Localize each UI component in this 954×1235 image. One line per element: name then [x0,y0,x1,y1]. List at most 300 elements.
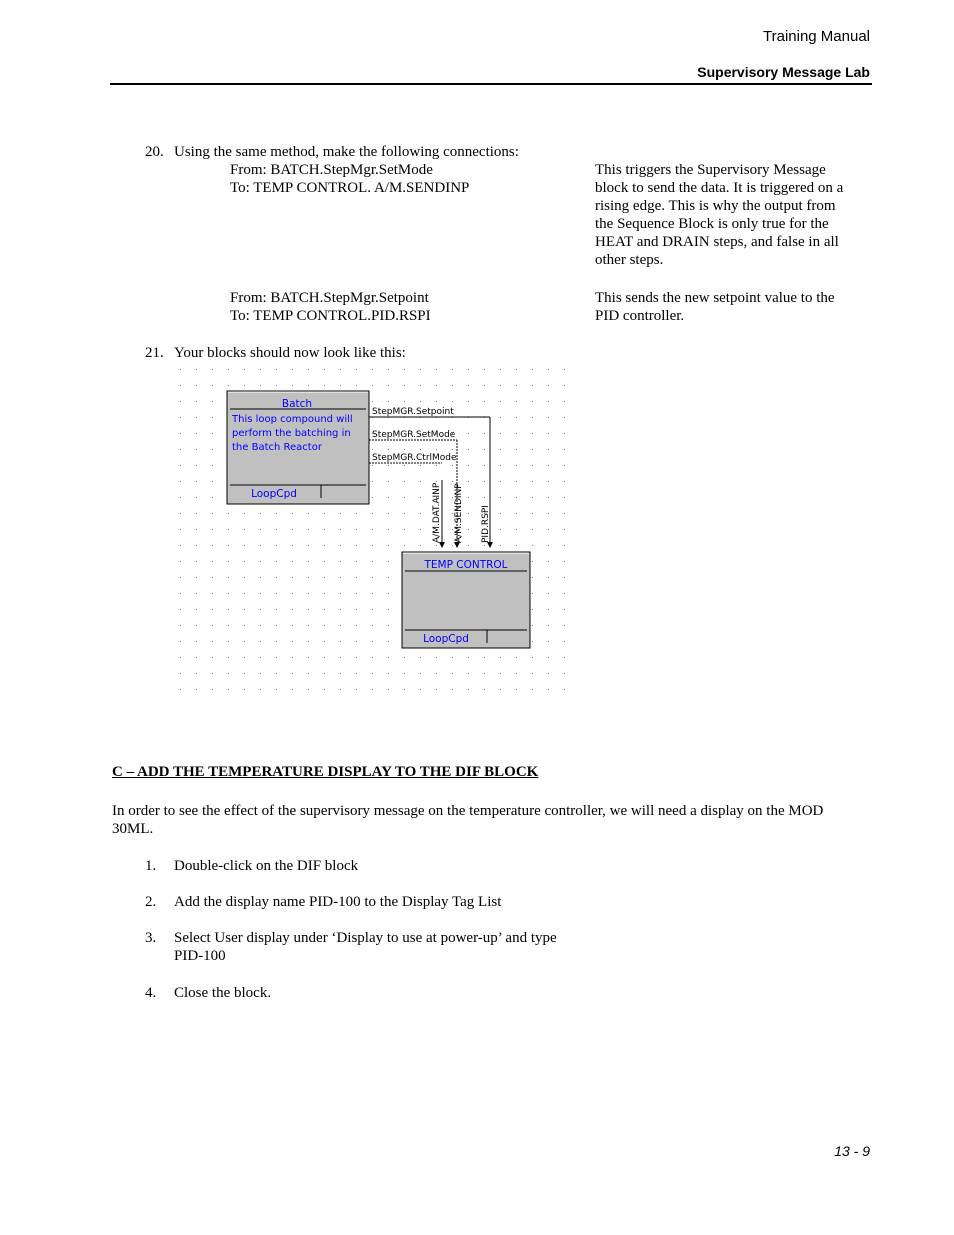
grid-dot [180,401,181,402]
grid-dot [404,449,405,450]
grid-dot [468,545,469,546]
grid-dot [500,529,501,530]
grid-dot [532,433,533,434]
grid-dot [372,657,373,658]
grid-dot [420,689,421,690]
grid-dot [420,449,421,450]
grid-dot [516,497,517,498]
grid-dot [180,449,181,450]
grid-dot [564,689,565,690]
grid-dot [340,625,341,626]
grid-dot [228,593,229,594]
grid-dot [420,369,421,370]
grid-dot [548,593,549,594]
grid-dot [196,449,197,450]
grid-dot [436,465,437,466]
grid-dot [196,593,197,594]
grid-dot [388,625,389,626]
grid-dot [564,369,565,370]
grid-dot [196,545,197,546]
grid-dot [196,497,197,498]
grid-dot [212,593,213,594]
grid-dot [180,529,181,530]
header-title: Training Manual [763,28,870,45]
note-1-line: rising edge. This is why the output from [595,198,836,214]
grid-dot [516,385,517,386]
grid-dot [548,689,549,690]
grid-dot [356,609,357,610]
grid-dot [516,529,517,530]
grid-dot [196,689,197,690]
grid-dot [196,657,197,658]
grid-dot [276,641,277,642]
grid-dot [276,673,277,674]
grid-dot [388,561,389,562]
note-1-line: This triggers the Supervisory Message [595,162,826,178]
grid-dot [548,401,549,402]
grid-dot [388,369,389,370]
grid-dot [372,497,373,498]
grid-dot [420,529,421,530]
grid-dot [292,689,293,690]
grid-dot [180,481,181,482]
grid-dot [244,513,245,514]
grid-dot [212,625,213,626]
grid-dot [452,657,453,658]
grid-dot [500,657,501,658]
grid-dot [308,513,309,514]
grid-dot [180,433,181,434]
grid-dot [324,673,325,674]
grid-dot [532,529,533,530]
grid-dot [324,593,325,594]
grid-dot [500,481,501,482]
grid-dot [308,369,309,370]
grid-dot [388,657,389,658]
grid-dot [516,417,517,418]
grid-dot [196,529,197,530]
grid-dot [548,625,549,626]
grid-dot [180,609,181,610]
grid-dot [500,385,501,386]
grid-dot [372,561,373,562]
grid-dot [340,609,341,610]
grid-dot [324,689,325,690]
batch-block-title: Batch [281,398,313,410]
grid-dot [564,609,565,610]
grid-dot [196,401,197,402]
grid-dot [212,497,213,498]
grid-dot [260,561,261,562]
grid-dot [276,625,277,626]
step-21-text: Your blocks should now look like this: [174,345,406,361]
grid-dot [564,529,565,530]
grid-dot [340,577,341,578]
grid-dot [404,465,405,466]
grid-dot [564,593,565,594]
grid-dot [372,689,373,690]
grid-dot [500,673,501,674]
grid-dot [260,577,261,578]
grid-dot [356,529,357,530]
grid-dot [484,433,485,434]
temp-control-block[interactable] [402,552,530,648]
step-number: 1. [145,858,157,874]
grid-dot [388,545,389,546]
grid-dot [564,641,565,642]
grid-dot [564,625,565,626]
grid-dot [516,465,517,466]
grid-dot [516,481,517,482]
grid-dot [548,417,549,418]
grid-dot [388,465,389,466]
grid-dot [260,593,261,594]
grid-dot [516,673,517,674]
header-rule [110,83,872,85]
grid-dot [260,641,261,642]
grid-dot [436,545,437,546]
grid-dot [372,641,373,642]
grid-dot [356,561,357,562]
temp-control-block-footer: LoopCpd [423,633,469,645]
grid-dot [324,657,325,658]
grid-dot [340,545,341,546]
grid-dot [548,465,549,466]
grid-dot [340,513,341,514]
grid-dot [548,385,549,386]
grid-dot [452,385,453,386]
grid-dot [180,657,181,658]
batch-block-footer: LoopCpd [251,488,297,500]
grid-dot [180,369,181,370]
grid-dot [532,561,533,562]
grid-dot [468,449,469,450]
grid-dot [356,593,357,594]
grid-dot [340,369,341,370]
grid-dot [260,673,261,674]
grid-dot [356,577,357,578]
note-1-line: the Sequence Block is only true for the [595,216,829,232]
grid-dot [468,689,469,690]
note-2 [595,289,875,325]
grid-dot [436,657,437,658]
grid-dot [356,641,357,642]
grid-dot [292,513,293,514]
grid-dot [324,641,325,642]
grid-dot [228,657,229,658]
grid-dot [180,673,181,674]
grid-dot [228,625,229,626]
grid-dot [260,385,261,386]
grid-dot [292,657,293,658]
grid-dot [452,401,453,402]
grid-dot [180,513,181,514]
grid-dot [180,465,181,466]
grid-dot [564,673,565,674]
grid-dot [356,673,357,674]
grid-dot [324,577,325,578]
grid-dot [260,529,261,530]
grid-dot [292,369,293,370]
grid-dot [436,369,437,370]
grid-dot [548,673,549,674]
grid-dot [500,449,501,450]
grid-dot [244,577,245,578]
note-2-line: This sends the new setpoint value to the [595,290,835,306]
grid-dot [404,673,405,674]
grid-dot [484,385,485,386]
grid-dot [180,561,181,562]
grid-dot [388,609,389,610]
output-label: StepMGR.Setpoint [372,407,454,417]
grid-dot [468,401,469,402]
grid-dot [244,529,245,530]
grid-dot [228,609,229,610]
grid-dot [532,497,533,498]
grid-dot [388,689,389,690]
grid-dot [212,369,213,370]
step-number: 4. [145,985,157,1001]
grid-dot [436,673,437,674]
grid-dot [276,577,277,578]
grid-dot [276,369,277,370]
grid-dot [244,657,245,658]
grid-dot [228,513,229,514]
grid-dot [468,673,469,674]
grid-dot [340,385,341,386]
grid-dot [260,513,261,514]
grid-dot [532,673,533,674]
grid-dot [180,385,181,386]
batch-block-description-line: This loop compound will [232,414,353,425]
note-1 [595,161,875,269]
grid-dot [356,545,357,546]
grid-dot [452,497,453,498]
grid-dot [484,689,485,690]
grid-dot [388,385,389,386]
grid-dot [500,433,501,434]
grid-dot [340,641,341,642]
grid-dot [548,481,549,482]
grid-dot [340,673,341,674]
grid-dot [292,577,293,578]
grid-dot [372,593,373,594]
grid-dot [196,481,197,482]
grid-dot [532,369,533,370]
grid-dot [388,529,389,530]
input-label: A/M.SENDINP [454,483,464,543]
batch-block-description-line: perform the batching in [232,428,351,439]
grid-dot [196,577,197,578]
grid-dot [564,545,565,546]
note-1-line: block to send the data. It is triggered on a [595,180,844,196]
grid-dot [388,593,389,594]
grid-dot [404,689,405,690]
grid-dot [452,689,453,690]
grid-dot [532,689,533,690]
grid-dot [372,481,373,482]
grid-dot [388,449,389,450]
batch-block-description-line: the Batch Reactor [232,442,322,453]
grid-dot [388,577,389,578]
grid-dot [244,673,245,674]
grid-dot [420,673,421,674]
grid-dot [532,609,533,610]
grid-dot [196,561,197,562]
grid-dot [244,561,245,562]
grid-dot [308,609,309,610]
grid-dot [356,657,357,658]
grid-dot [564,385,565,386]
grid-dot [420,401,421,402]
grid-dot [468,369,469,370]
connection-2-to: To: TEMP CONTROL.PID.RSPI [230,308,431,324]
input-label: PID.RSPI [481,505,491,543]
grid-dot [404,529,405,530]
grid-dot [548,529,549,530]
grid-dot [212,545,213,546]
grid-dot [324,369,325,370]
grid-dot [564,449,565,450]
grid-dot [212,561,213,562]
page-number: 13 - 9 [834,1143,870,1159]
grid-dot [532,577,533,578]
grid-dot [452,673,453,674]
grid-dot [260,545,261,546]
grid-dot [548,609,549,610]
grid-dot [564,417,565,418]
grid-dot [372,577,373,578]
grid-dot [276,689,277,690]
grid-dot [228,577,229,578]
grid-dot [340,593,341,594]
grid-dot [548,369,549,370]
grid-dot [212,673,213,674]
grid-dot [196,625,197,626]
grid-dot [228,545,229,546]
grid-dot [548,545,549,546]
grid-dot [532,401,533,402]
grid-dot [356,369,357,370]
grid-dot [340,529,341,530]
grid-dot [420,481,421,482]
grid-dot [436,689,437,690]
grid-dot [420,497,421,498]
grid-dot [340,561,341,562]
grid-dot [244,641,245,642]
grid-dot [388,641,389,642]
grid-dot [196,417,197,418]
grid-dot [420,657,421,658]
grid-dot [484,673,485,674]
grid-dot [196,641,197,642]
grid-dot [420,465,421,466]
batch-block[interactable] [227,391,369,504]
grid-dot [260,369,261,370]
step-text-continued: PID-100 [174,948,226,964]
grid-dot [212,481,213,482]
grid-dot [308,625,309,626]
grid-dot [308,593,309,594]
grid-dot [292,529,293,530]
grid-dot [564,577,565,578]
grid-dot [452,545,453,546]
grid-dot [212,449,213,450]
grid-dot [180,497,181,498]
grid-dot [484,401,485,402]
grid-dot [212,433,213,434]
grid-dot [436,385,437,386]
grid-dot [564,513,565,514]
grid-dot [452,481,453,482]
grid-dot [484,657,485,658]
grid-dot [244,593,245,594]
grid-dot [548,577,549,578]
header-subtitle: Supervisory Message Lab [697,64,870,80]
grid-dot [564,481,565,482]
grid-dot [372,401,373,402]
grid-dot [516,449,517,450]
grid-dot [324,561,325,562]
grid-dot [548,657,549,658]
grid-dot [308,689,309,690]
grid-dot [308,385,309,386]
step-text: Add the display name PID-100 to the Display Tag List [174,894,502,910]
note-1-line: other steps. [595,252,664,268]
grid-dot [212,577,213,578]
section-c-intro-line: In order to see the effect of the supervisory message on the temperature controller, we will need a display on the MOD [112,803,824,819]
grid-dot [180,577,181,578]
step-text: Close the block. [174,985,272,1001]
connection-2-from: From: BATCH.StepMgr.Setpoint [230,290,429,306]
grid-dot [372,369,373,370]
grid-dot [196,673,197,674]
grid-dot [500,689,501,690]
grid-dot [468,657,469,658]
grid-dot [212,401,213,402]
grid-dot [308,561,309,562]
section-c-title: C – ADD THE TEMPERATURE DISPLAY TO THE DIF BLOCK [112,764,539,780]
grid-dot [404,657,405,658]
grid-dot [468,385,469,386]
grid-dot [292,593,293,594]
grid-dot [484,545,485,546]
grid-dot [276,545,277,546]
grid-dot [372,529,373,530]
grid-dot [372,385,373,386]
grid-dot [180,545,181,546]
grid-dot [244,689,245,690]
grid-dot [500,369,501,370]
grid-dot [564,433,565,434]
grid-dot [564,465,565,466]
grid-dot [308,577,309,578]
grid-dot [500,401,501,402]
grid-dot [516,657,517,658]
grid-dot [244,385,245,386]
grid-dot [452,513,453,514]
grid-dot [180,593,181,594]
step-number: 3. [145,930,157,946]
grid-dot [452,369,453,370]
grid-dot [276,513,277,514]
grid-dot [212,417,213,418]
grid-dot [404,497,405,498]
grid-dot [388,401,389,402]
grid-dot [356,625,357,626]
grid-dot [308,641,309,642]
grid-dot [436,481,437,482]
